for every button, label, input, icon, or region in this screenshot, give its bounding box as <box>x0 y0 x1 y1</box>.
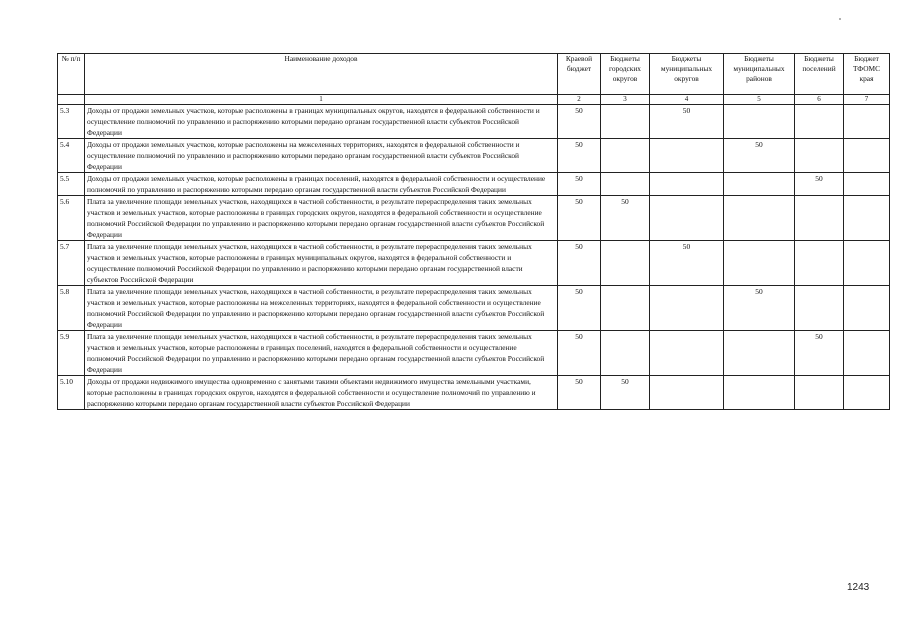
column-number: 7 <box>844 95 890 105</box>
rate-cell <box>724 196 795 241</box>
rate-cell <box>650 139 724 173</box>
rate-cell <box>844 376 890 410</box>
rate-cell <box>601 241 650 286</box>
rate-cell <box>724 331 795 376</box>
rate-cell <box>844 105 890 139</box>
rate-cell <box>795 196 844 241</box>
table-row <box>58 196 890 241</box>
rate-cell <box>601 173 650 196</box>
row-number: 5.6 <box>58 196 85 241</box>
column-number: 4 <box>650 95 724 105</box>
rate-cell: 50 <box>558 376 601 410</box>
table-row <box>58 376 890 410</box>
rate-cell <box>795 241 844 286</box>
column-number-row <box>58 95 890 105</box>
rate-cell <box>844 331 890 376</box>
row-number: 5.7 <box>58 241 85 286</box>
rate-cell <box>650 376 724 410</box>
rate-cell: 50 <box>558 331 601 376</box>
rate-cell: 50 <box>795 173 844 196</box>
rate-cell <box>844 196 890 241</box>
table-body <box>58 105 890 410</box>
rate-cell <box>724 376 795 410</box>
rate-cell <box>601 139 650 173</box>
table-row <box>58 139 890 173</box>
rate-cell <box>795 376 844 410</box>
column-number: 3 <box>601 95 650 105</box>
revenue-description: Плата за увеличение площади земельных участков, находящихся в частной собственности, в результате перераспределения таких земельных участков и земельных участков, которые расположены на межселенных территориях, находятся в федеральной собственности и осуществление полномочий Российской Федерации по управлению и распоряжению которыми передано органам государственной власти субъектов Российской Федерации <box>85 286 558 331</box>
rate-cell <box>724 173 795 196</box>
rate-cell <box>844 241 890 286</box>
revenue-description: Плата за увеличение площади земельных участков, находящихся в частной собственности, в результате перераспределения таких земельных участков и земельных участков, которые расположены в границах городских округов, находятся в федеральной собственности и осуществление полномочий Российской Федерации по управлению и распоряжению которыми передано органам государственной власти субъектов Российской Федерации <box>85 196 558 241</box>
column-number: 6 <box>795 95 844 105</box>
column-number: 1 <box>85 95 558 105</box>
rate-cell: 50 <box>558 105 601 139</box>
rate-cell <box>724 105 795 139</box>
row-number: 5.9 <box>58 331 85 376</box>
rate-cell: 50 <box>601 376 650 410</box>
table-row <box>58 173 890 196</box>
rate-cell <box>650 173 724 196</box>
revenue-description: Доходы от продажи земельных участков, которые расположены в границах муниципальных округов, находятся в федеральной собственности и осуществление полномочий по управлению и распоряжению которыми передано органам государственной власти субъектов Российской Федерации <box>85 105 558 139</box>
row-number: 5.3 <box>58 105 85 139</box>
rate-cell <box>601 105 650 139</box>
column-number: 5 <box>724 95 795 105</box>
header-municipal-area-budgets: Бюджеты муниципальных районов <box>724 54 795 95</box>
rate-cell: 50 <box>558 196 601 241</box>
revenue-description: Доходы от продажи недвижимого имущества одновременно с занятыми такими объектами недвижимого имущества земельными участками, которые расположены в границах городских округов, находятся в федеральной собственности и осуществление полномочий по управлению и распоряжению которыми передано органам государственной власти субъектов Российской Федерации <box>85 376 558 410</box>
rate-cell <box>795 105 844 139</box>
table-row <box>58 105 890 139</box>
header-revenue-name: Наименование доходов <box>85 54 558 95</box>
rate-cell <box>844 173 890 196</box>
revenue-distribution-table <box>57 53 890 410</box>
scan-speck <box>839 18 841 20</box>
rate-cell <box>650 331 724 376</box>
header-settlement-budgets: Бюджеты поселений <box>795 54 844 95</box>
table-row <box>58 241 890 286</box>
rate-cell: 50 <box>601 196 650 241</box>
revenue-description: Плата за увеличение площади земельных участков, находящихся в частной собственности, в результате перераспределения таких земельных участков и земельных участков, которые расположены в границах муниципальных округов, находятся в федеральной собственности и осуществление полномочий Российской Федерации по управлению и распоряжению которыми передано органам государственной власти субъектов Российской Федерации <box>85 241 558 286</box>
rate-cell: 50 <box>724 286 795 331</box>
rate-cell <box>650 196 724 241</box>
row-number: 5.4 <box>58 139 85 173</box>
table-row <box>58 286 890 331</box>
rate-cell: 50 <box>650 241 724 286</box>
revenue-description: Плата за увеличение площади земельных участков, находящихся в частной собственности, в результате перераспределения таких земельных участков и земельных участков, которые расположены в границах поселений, находятся в федеральной собственности и осуществление полномочий Российской Федерации по управлению и распоряжению которыми передано органам государственной власти субъектов Российской Федерации <box>85 331 558 376</box>
page-number: 1243 <box>847 582 870 593</box>
rate-cell: 50 <box>650 105 724 139</box>
column-number-blank <box>58 95 85 105</box>
rate-cell: 50 <box>558 286 601 331</box>
rate-cell: 50 <box>558 139 601 173</box>
rate-cell: 50 <box>558 241 601 286</box>
table-row <box>58 331 890 376</box>
header-municipal-district-budgets: Бюджеты муниципальных округов <box>650 54 724 95</box>
revenue-description: Доходы от продажи земельных участков, которые расположены в границах поселений, находятся в федеральной собственности и осуществление полномочий по управлению и распоряжению которыми передано органам государственной власти субъектов Российской Федерации <box>85 173 558 196</box>
rate-cell: 50 <box>724 139 795 173</box>
rate-cell <box>650 286 724 331</box>
rate-cell <box>844 139 890 173</box>
header-number: № п/п <box>58 54 85 95</box>
rate-cell <box>844 286 890 331</box>
rate-cell <box>724 241 795 286</box>
row-number: 5.5 <box>58 173 85 196</box>
header-tfoms-budget: Бюджет ТФОМС края <box>844 54 890 95</box>
revenue-description: Доходы от продажи земельных участков, которые расположены на межселенных территориях, находятся в федеральной собственности и осуществление полномочий по управлению и распоряжению которыми передано органам государственной власти субъектов Российской Федерации <box>85 139 558 173</box>
rate-cell <box>795 139 844 173</box>
rate-cell: 50 <box>558 173 601 196</box>
rate-cell: 50 <box>795 331 844 376</box>
header-regional-budget: Краевой бюджет <box>558 54 601 95</box>
column-number: 2 <box>558 95 601 105</box>
rate-cell <box>795 286 844 331</box>
row-number: 5.10 <box>58 376 85 410</box>
table-header-row <box>58 54 890 95</box>
row-number: 5.8 <box>58 286 85 331</box>
rate-cell <box>601 286 650 331</box>
rate-cell <box>601 331 650 376</box>
header-city-district-budgets: Бюджеты городских округов <box>601 54 650 95</box>
